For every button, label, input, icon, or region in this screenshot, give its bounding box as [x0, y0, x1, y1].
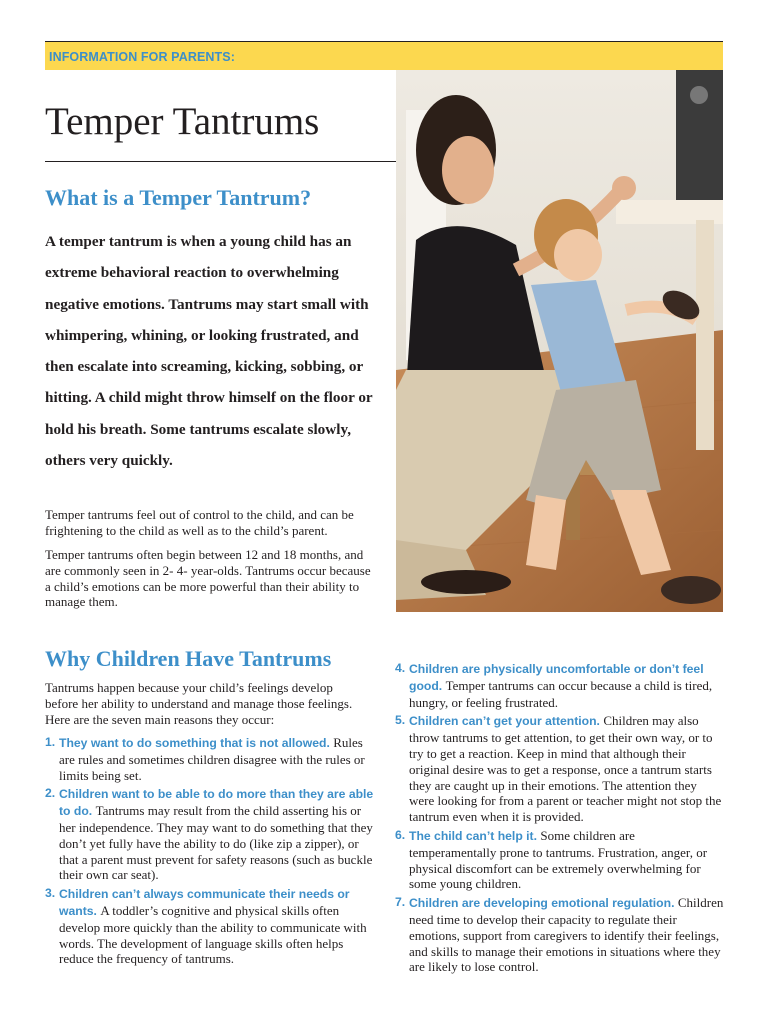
reasons-list-left [45, 735, 375, 970]
info-banner [45, 42, 723, 70]
lead-paragraph: A temper tantrum is when a young child has an extreme behavioral reaction to overwhelming negative emotions. Tantrums may start small with whimpering, whining, or looking frustrated, and then escalate into screaming, kicking, sobbing, or hitting. A child might throw himself on the floor or hold his breath. Some tantrums escalate slowly, others very quickly. [45, 233, 373, 470]
reason-text: Tantrums may result from the child asserting his or her independence. They may want to do something that they don’t yet fully have the ability to do (like zip a zipper), or that a parent must prevent for safety reasons (such as buckle their own car seat). [59, 803, 373, 883]
list-item [395, 661, 725, 710]
reason-text: Some children are temperamentally prone to tantrums. Frustration, anger, or physical discomfort can be extremely overwhelming for some young children. [409, 827, 708, 892]
reason-text: Children may also throw tantrums to get attention, to get their own way, or to try to get a reaction. Keep in mind that although their original desire was to get a response, once a tantrum starts they are caught up in their emotions. The attention they were looking for from a parent or teacher might not stop the tantrum even when it is provided. [409, 713, 722, 825]
reason-heading: They want to do something that is not allowed. [59, 736, 334, 750]
reason-number: 7. [395, 895, 406, 910]
list-item [45, 735, 375, 783]
section-heading-what-is: What is a Temper Tantrum? [45, 185, 312, 210]
reason-heading: Children want to be able to do more than they are able to do. [59, 787, 374, 819]
body-paragraph-1: Temper tantrums feel out of control to the child, and can be frightening to the child as well as to the child’s parent. [45, 507, 354, 538]
title-divider [45, 161, 396, 162]
reason-text: A toddler’s cognitive and physical skills often develop more quickly than the ability to communicate with words. The development of language skills often helps reduce the frequency of tantrums. [59, 902, 367, 967]
list-item [395, 713, 725, 825]
list-item [45, 886, 375, 967]
page-title: Temper Tantrums [45, 100, 320, 143]
reason-number: 6. [395, 827, 406, 842]
reason-heading: Children are physically uncomfortable or don’t feel good. [409, 662, 704, 693]
reason-text: Rules are rules and sometimes children disagree with the rules or limits being set. [59, 735, 365, 783]
reason-number: 1. [45, 735, 56, 749]
section-heading-why: Why Children Have Tantrums [45, 646, 332, 671]
reason-heading: Children are developing emotional regulation. [409, 896, 678, 911]
body-paragraph-2: Temper tantrums often begin between 12 and 18 months, and are commonly seen in 2- 4- year-olds. Tantrums occur because a child’s emotions can be more powerful than their ability to manage them. [45, 547, 371, 610]
list-item [395, 828, 725, 892]
list-item [45, 786, 375, 883]
list-item [395, 895, 725, 975]
why-intro: Tantrums happen because your child’s feelings develop before her ability to understand and manage those feelings. Here are the seven main reasons they occur: [45, 680, 353, 727]
banner-label: INFORMATION FOR PARENTS: [49, 50, 235, 64]
reason-number: 3. [45, 886, 56, 901]
reason-text: Temper tantrums can occur because a child is tired, hungry, or feeling frustrated. [409, 677, 713, 710]
mother-child-photo [396, 70, 723, 612]
photo-mother-and-child-icon [396, 70, 723, 612]
reason-number: 5. [395, 713, 406, 728]
reasons-list-right [395, 661, 725, 978]
reason-heading: Children can’t get your attention. [409, 714, 604, 729]
reason-number: 2. [45, 786, 56, 801]
reason-number: 4. [395, 661, 406, 675]
reason-heading: Children can’t always communicate their needs or wants. [59, 887, 350, 918]
reason-text: Children need time to develop their capacity to regulate their emotions, support from caregivers to identify their feelings, and skills to manage their emotions in situations where they are likely to lose control. [409, 895, 724, 975]
reason-heading: The child can’t help it. [409, 828, 541, 843]
